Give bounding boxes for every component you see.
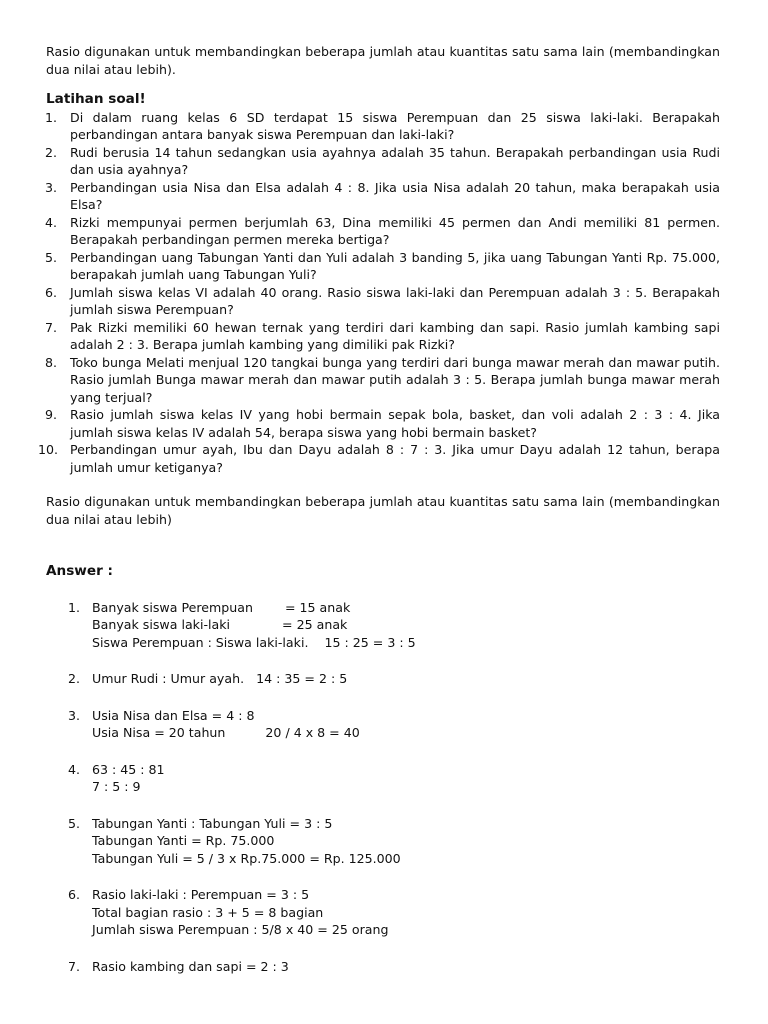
- answer-list: [46, 599, 720, 976]
- question-item: 10. Perbandingan umur ayah, Ibu dan Dayu adalah 8 : 7 : 3. Jika umur Dayu adalah 12 tahun, berapa jumlah umur ketiganya?: [38, 442, 720, 475]
- question-item: 1. Di dalam ruang kelas 6 SD terdapat 15 siswa Perempuan dan 25 siswa laki-laki. Berapakah perbandingan antara banyak siswa Perempuan dan laki-laki?: [44, 109, 720, 142]
- question-item: 9. Rasio jumlah siswa kelas IV yang hobi bermain sepak bola, basket, dan voli adalah 2 : 3 : 4. Jika jumlah siswa kelas IV adalah 54, berapa siswa yang hobi bermain basket?: [44, 407, 720, 440]
- question-list: [38, 109, 720, 477]
- answer-item: 1. Banyak siswa Perempuan = 15 anak Banyak siswa laki-laki = 25 anak Siswa Perempuan : Siswa laki-laki. 15 : 25 = 3 : 5: [68, 599, 416, 650]
- question-item: 2. Rudi berusia 14 tahun sedangkan usia ayahnya adalah 35 tahun. Berapakah perbandingan usia Rudi dan usia ayahnya?: [44, 144, 720, 177]
- question-item: 3. Perbandingan usia Nisa dan Elsa adalah 4 : 8. Jika usia Nisa adalah 20 tahun, maka berapakah usia Elsa?: [44, 179, 720, 212]
- question-item: 7. Pak Rizki memiliki 60 hewan ternak yang terdiri dari kambing dan sapi. Rasio jumlah kambing sapi adalah 2 : 3. Berapa jumlah kambing yang dimiliki pak Rizki?: [44, 319, 720, 352]
- answer-item: 5. Tabungan Yanti : Tabungan Yuli = 3 : 5 Tabungan Yanti = Rp. 75.000 Tabungan Yuli = 5 / 3 x Rp.75.000 = Rp. 125.000: [68, 815, 401, 866]
- exercise-heading: Latihan soal!: [46, 91, 146, 107]
- answer-heading: Answer :: [46, 563, 113, 579]
- question-item: 6. Jumlah siswa kelas VI adalah 40 orang. Rasio siswa laki-laki dan Perempuan adalah 3 : 5. Berapakah jumlah siswa Perempuan?: [44, 284, 720, 317]
- intro-repeat-paragraph: Rasio digunakan untuk membandingkan beberapa jumlah atau kuantitas satu sama lain (membandingkan dua nilai atau lebih): [46, 494, 720, 527]
- answer-item: 4. 63 : 45 : 81 7 : 5 : 9: [68, 761, 165, 794]
- document-page: [38, 43, 720, 975]
- question-item: 5. Perbandingan uang Tabungan Yanti dan Yuli adalah 3 banding 5, jika uang Tabungan Yanti Rp. 75.000, berapakah jumlah uang Tabungan Yuli?: [44, 249, 720, 282]
- answer-item: 3. Usia Nisa dan Elsa = 4 : 8 Usia Nisa = 20 tahun 20 / 4 x 8 = 40: [68, 707, 360, 740]
- question-item: 4. Rizki mempunyai permen berjumlah 63, Dina memiliki 45 permen dan Andi memiliki 81 permen. Berapakah perbandingan permen mereka bertiga?: [44, 214, 720, 247]
- answer-item: 7. Rasio kambing dan sapi = 2 : 3: [68, 958, 289, 974]
- answer-item: 6. Rasio laki-laki : Perempuan = 3 : 5 Total bagian rasio : 3 + 5 = 8 bagian Jumlah siswa Perempuan : 5/8 x 40 = 25 orang: [68, 887, 389, 937]
- question-item: 8. Toko bunga Melati menjual 120 tangkai bunga yang terdiri dari bunga mawar merah dan mawar putih. Rasio jumlah Bunga mawar merah dan mawar putih adalah 3 : 5. Berapa jumlah bunga mawar merah yang terjual?: [44, 354, 720, 405]
- intro-paragraph: Rasio digunakan untuk membandingkan beberapa jumlah atau kuantitas satu sama lain (membandingkan dua nilai atau lebih).: [46, 44, 720, 77]
- answer-item: 2. Umur Rudi : Umur ayah. 14 : 35 = 2 : 5: [68, 671, 348, 686]
